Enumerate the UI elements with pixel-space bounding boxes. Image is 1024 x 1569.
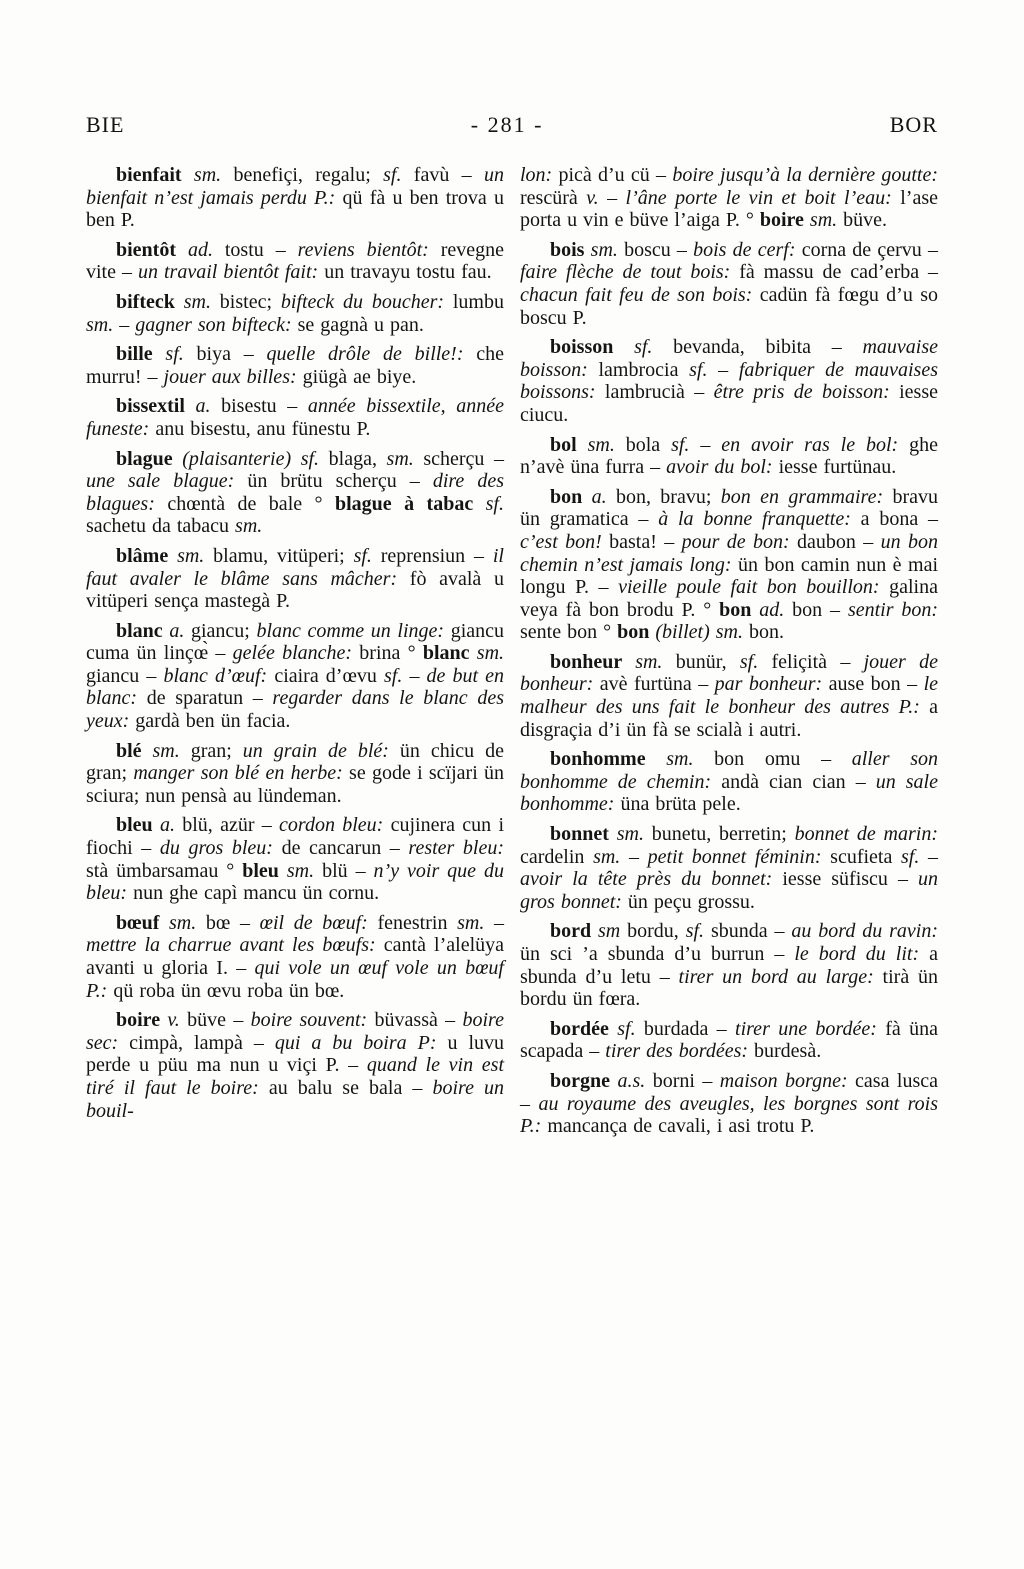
italic-text: a.s. [617, 1069, 653, 1092]
dictionary-entry [86, 164, 504, 232]
italic-text: petit bonnet féminin: [647, 845, 831, 868]
italic-text: un sale bonhomme: [520, 770, 938, 816]
italic-text: au bord du ravin: [791, 920, 938, 943]
italic-text: manger son blé en herbe: [133, 762, 350, 785]
plain-text: – [607, 186, 626, 209]
plain-text: casa lusca – [520, 1069, 938, 1115]
plain-text: ghe n’avè üna furra – [520, 433, 938, 479]
plain-text: bola [625, 433, 672, 456]
italic-text: sf. [165, 343, 197, 366]
italic-text: sm. [386, 447, 424, 470]
plain-text: feliçità – [771, 650, 864, 673]
italic-text: sf. [485, 492, 504, 515]
plain-text: nun ghe capì mancu ün cornu. [133, 882, 380, 905]
plain-text: – [718, 358, 739, 381]
plain-text: tostu – [224, 238, 298, 261]
italic-text: (plaisanterie) sf. [182, 447, 329, 470]
italic-text: mauvaise boisson: [520, 336, 939, 381]
plain-text: giancu cuma ün linçœ̀ – [86, 619, 504, 665]
headword: bordée [550, 1017, 618, 1040]
plain-text: bon, bravu; [615, 485, 721, 508]
headword: bleu [242, 859, 287, 882]
italic-text: blanc comme un linge: [256, 619, 451, 642]
italic-text: v. [586, 186, 608, 209]
plain-text: se gode i scïjari ün sciura; nun pensà au lündeman. [86, 762, 505, 807]
plain-text: ciaira d’œvu [274, 664, 384, 687]
headword: bientôt [116, 238, 188, 261]
plain-text: sente bon ° [520, 621, 618, 644]
italic-text: cordon bleu: [279, 814, 391, 837]
italic-text: année bissextile, année funeste: [86, 395, 505, 440]
italic-text: qui a bu boira P: [274, 1031, 448, 1054]
dictionary-entry [520, 164, 938, 232]
italic-text: sm. [169, 911, 206, 934]
right-column [520, 164, 938, 1138]
plain-text: giancu; [190, 619, 257, 642]
dictionary-entry [520, 651, 938, 741]
plain-text: lambrocia [598, 358, 690, 381]
plain-text: fà üna scapada – [520, 1017, 938, 1063]
plain-text: a sbunda d’u letu – [520, 943, 938, 988]
plain-text: benefiçi, regalu; [233, 164, 384, 186]
headword: boisson [550, 336, 635, 359]
dictionary-entry [86, 545, 504, 613]
italic-text: mettre la charrue avant les bœufs: [86, 934, 384, 957]
italic-text: sf. [689, 358, 719, 381]
italic-text: il faut avaler le blâme sans mâcher: [86, 544, 504, 590]
italic-text: boire un bouil- [86, 1076, 505, 1122]
italic-text: sm. [86, 313, 120, 336]
dictionary-entry [86, 448, 504, 538]
italic-text: le bord du lit: [794, 943, 930, 965]
plain-text: – [119, 313, 136, 336]
dictionary-entry [520, 920, 938, 1010]
italic-text: boire jusqu’à la dernière goutte: [672, 164, 938, 186]
plain-text: gran; [190, 739, 243, 762]
plain-text: blü – [322, 859, 374, 882]
plain-text: un travayu tostu fau. [324, 261, 492, 284]
page-header [86, 112, 938, 138]
italic-text: quelle drôle de bille!: [266, 343, 477, 366]
italic-text: vieille poule fait bon bouillon: [618, 576, 890, 599]
italic-text: bifteck du boucher: [280, 290, 453, 313]
dictionary-entry [520, 239, 938, 329]
plain-text: ause bon – [828, 673, 924, 696]
plain-text: blü, azür – [182, 814, 280, 837]
dictionary-entry [520, 434, 938, 479]
headword: bon [719, 598, 760, 621]
plain-text: – [628, 845, 648, 868]
plain-text: ün brütu scherçu – [247, 470, 433, 493]
italic-text: un bienfait n’est jamais perdu P.: [86, 164, 505, 209]
plain-text: au balu se bala – [268, 1076, 433, 1099]
italic-text: du gros bleu: [159, 837, 282, 860]
plain-text: giügà ae biye. [302, 365, 417, 388]
plain-text: che murru! – [86, 343, 505, 388]
plain-text: mancança de cavali, i asi trotu P. [547, 1115, 815, 1138]
italic-text: regarder dans le blanc des yeux: [86, 687, 504, 733]
italic-text: sm. [666, 748, 715, 771]
italic-text: à la bonne franquette: [658, 508, 861, 531]
plain-text: daubon – [797, 530, 881, 553]
italic-text: un gros bonnet: [520, 868, 938, 913]
italic-text: sm. [476, 642, 505, 665]
italic-text: avoir du bol: [666, 456, 779, 479]
headword: blâme [116, 544, 178, 567]
plain-text: – [700, 433, 722, 456]
headword: blanc [116, 619, 170, 642]
plain-text: favù – [413, 164, 485, 186]
headword: bienfait [116, 164, 194, 186]
plain-text: bistec; [219, 290, 281, 313]
headword: bol [550, 433, 588, 456]
italic-text: un bon chemin n’est jamais long: [520, 530, 938, 576]
plain-text: iesse ciucu. [520, 381, 938, 426]
headword: bonhomme [550, 748, 667, 771]
italic-text: sentir bon: [847, 598, 939, 621]
italic-text: sm. [457, 911, 494, 934]
italic-text: œil de bœuf: [259, 911, 378, 934]
plain-text: bunür, [675, 650, 740, 673]
plain-text: anu bisestu, anu fünestu P. [155, 417, 371, 440]
dictionary-entry [86, 343, 504, 388]
headword: boire [116, 1009, 168, 1032]
dictionary-entry [86, 740, 504, 808]
headword: bon [617, 621, 656, 644]
plain-text: sbunda – [710, 920, 792, 943]
headword: bonheur [550, 650, 636, 673]
italic-text: boire souvent: [250, 1009, 375, 1032]
italic-text: le malheur des uns fait le bonheur des autres P.: [520, 673, 939, 719]
italic-text: sm. [809, 209, 844, 232]
plain-text: ün peçu grossu. [627, 890, 755, 913]
plain-text: ün sci ’a sbunda d’u burrun – [520, 943, 795, 965]
headword: borgne [550, 1069, 618, 1092]
headword: bleu [116, 814, 160, 837]
italic-text: n’y voir que du bleu: [86, 859, 505, 905]
plain-text: ün chicu de gran; [86, 739, 505, 785]
page-number: - 281 - [470, 112, 544, 137]
italic-text: sm. [635, 650, 676, 673]
italic-text: aller son bonhomme de chemin: [520, 748, 938, 793]
plain-text: – [409, 664, 427, 687]
italic-text: avoir la tête près du bonnet: [520, 868, 783, 891]
italic-text: jouer aux billes: [163, 365, 303, 388]
italic-text: au royaume des aveugles, les borgnes sont rois P.: [520, 1092, 938, 1138]
text-columns [86, 164, 938, 1138]
plain-text: u luvu perde u püu ma nun u viçi P. – [86, 1031, 504, 1077]
plain-text: bravu ün gramatica – [520, 485, 939, 531]
italic-text: sf. [617, 1017, 644, 1040]
headword: bœuf [116, 911, 169, 934]
italic-text: sm [598, 920, 628, 943]
italic-text: en avoir ras le bol: [721, 433, 910, 456]
italic-text: sf. [685, 920, 711, 943]
plain-text: gardà ben ün facia. [135, 710, 291, 733]
plain-text: rescürà [520, 186, 587, 209]
plain-text: iesse süfiscu – [782, 868, 918, 891]
plain-text: chœntà de bale ° [167, 492, 335, 515]
headword: boire [759, 209, 810, 232]
plain-text: bevanda, bibita – [673, 336, 863, 359]
plain-text: a bona – [860, 508, 938, 531]
plain-text: se gagnà u pan. [297, 313, 424, 336]
plain-text: bon – [792, 598, 848, 621]
italic-text: sm. [152, 739, 191, 762]
italic-text: sf. [383, 164, 414, 186]
italic-text: rester bleu: [408, 837, 505, 860]
italic-text: sf. [739, 650, 772, 673]
plain-text: l’ase porta u vin e büve l’aiga P. ° [520, 186, 939, 232]
plain-text: burdesà. [754, 1040, 822, 1063]
plain-text: lumbu [452, 290, 504, 313]
dictionary-entry [520, 1018, 938, 1063]
plain-text: lambrucià – [604, 381, 714, 404]
plain-text: büve. [843, 209, 888, 232]
headword: bois [550, 238, 591, 261]
italic-text: sm. [590, 238, 625, 261]
plain-text: qü roba ün œvu roba ün bœ. [113, 979, 345, 1002]
italic-text: v. [167, 1009, 188, 1032]
italic-text: sf. [901, 845, 929, 868]
italic-text: tirer une bordée: [735, 1017, 886, 1040]
plain-text: revegne vite – [86, 238, 505, 284]
dictionary-entry [520, 823, 938, 913]
dictionary-entry [86, 912, 504, 1002]
dictionary-entry [520, 336, 938, 426]
italic-text: a. [159, 814, 183, 837]
italic-text: une sale blague: [86, 470, 248, 493]
plain-text: corna de çervu – [801, 238, 938, 261]
italic-text: sm. [616, 823, 652, 846]
plain-text: büve – [187, 1009, 251, 1032]
headword: blague [116, 447, 183, 470]
italic-text: sm. [286, 859, 323, 882]
plain-text: qü fà u ben trova u ben P. [86, 186, 504, 232]
italic-text: pour de bon: [681, 530, 798, 553]
plain-text: – [494, 911, 504, 934]
italic-text: sm. [193, 164, 234, 186]
italic-text: ad. [759, 598, 793, 621]
italic-text: quand le vin est tiré il faut le boire: [86, 1054, 504, 1099]
plain-text: giancu – [86, 664, 164, 687]
plain-text: picà d’u cü – [558, 164, 673, 186]
italic-text: (billet) sm. [655, 621, 749, 644]
left-column [86, 164, 504, 1138]
plain-text: de sparatun – [146, 687, 273, 710]
headword: bifteck [116, 290, 184, 313]
italic-text: sm. [587, 433, 626, 456]
italic-text: qui vole un œuf vole un bœuf P.: [86, 957, 504, 1002]
italic-text: être pris de boisson: [713, 381, 900, 404]
headword: blé [116, 739, 153, 762]
italic-text: dire des blagues: [86, 470, 504, 515]
plain-text: scherçu – [423, 447, 504, 470]
plain-text: boscu – [624, 238, 694, 261]
italic-text: reviens bientôt: [297, 238, 441, 261]
italic-text: boire sec: [86, 1009, 504, 1054]
header-guide-word-right: BOR [889, 112, 938, 137]
plain-text: brina ° [359, 642, 423, 665]
italic-text: gagner son bifteck: [135, 313, 298, 336]
plain-text: de cancarun – [281, 837, 409, 860]
plain-text: bisestu – [221, 395, 308, 418]
plain-text: bon. [749, 621, 784, 644]
plain-text: blaga, [328, 447, 387, 470]
plain-text: bœ – [205, 911, 260, 934]
dictionary-entry [86, 239, 504, 284]
plain-text: cadün fà fœgu d’u so boscu P. [520, 283, 938, 329]
plain-text: sachetu da tabacu [86, 515, 236, 538]
italic-text: a. [169, 619, 191, 642]
plain-text: fenestrin [377, 911, 458, 934]
italic-text: sf. [384, 664, 410, 687]
italic-text: sm. [593, 845, 629, 868]
italic-text: bonnet de marin: [794, 823, 938, 846]
headword: bon [550, 485, 592, 508]
italic-text: blanc d’œuf: [163, 664, 275, 687]
headword: bissextil [116, 395, 196, 418]
headword: blague à tabac [335, 492, 486, 515]
plain-text: – [928, 845, 939, 868]
plain-text: andà cian cian – [721, 770, 876, 793]
plain-text: ün bon camin nun è mai longu P. – [520, 553, 938, 599]
plain-text: cimpà, lampà – [129, 1031, 275, 1054]
plain-text: burdada – [643, 1017, 736, 1040]
italic-text: jouer de bonheur: [520, 650, 939, 696]
headword: bord [550, 920, 599, 943]
dictionary-entry [86, 291, 504, 336]
italic-text: gelée blanche: [232, 642, 360, 665]
italic-text: ad. [187, 238, 225, 261]
headword: bonnet [550, 823, 617, 846]
dictionary-entry [520, 748, 938, 816]
plain-text: a disgraçia d’i ün fà se scialà i autri. [520, 696, 938, 741]
plain-text: galina veya fà bon brodu P. ° [520, 576, 938, 621]
header-guide-word-left: BIE [86, 112, 125, 137]
headword: bille [116, 343, 166, 366]
italic-text: tirer des bordées: [605, 1040, 755, 1063]
italic-text: maison borgne: [719, 1069, 856, 1092]
italic-text: un travail bientôt fait: [138, 261, 325, 284]
plain-text: basta! – [609, 530, 682, 553]
dictionary-entry [86, 620, 504, 733]
italic-text: bon en grammaire: [720, 485, 893, 508]
italic-text: faire flèche de tout bois: [520, 261, 740, 284]
plain-text: fò avalà u vitüperi sença mastegà P. [86, 567, 504, 613]
italic-text: par bonheur: [714, 673, 829, 696]
plain-text: bon omu – [714, 748, 852, 771]
plain-text: reprensiun – [380, 544, 493, 567]
plain-text: büvassà – [374, 1009, 463, 1032]
italic-text: sf. [671, 433, 701, 456]
plain-text: blamu, vitüperi; [213, 544, 354, 567]
italic-text: sm. [183, 290, 220, 313]
dictionary-entry [520, 1070, 938, 1138]
plain-text: cantà l’alelüya avanti u gloria I. – [86, 934, 505, 979]
plain-text: cardelin [520, 845, 594, 868]
plain-text: cujinera cun i fiochi – [86, 814, 504, 860]
plain-text: scufieta [830, 845, 902, 868]
plain-text: borni – [652, 1069, 720, 1092]
italic-text: a. [591, 485, 616, 508]
plain-text: avè furtüna – [599, 673, 715, 696]
italic-text: sf. [353, 544, 381, 567]
plain-text: tirà ün bordu ün fœra. [520, 965, 939, 1011]
dictionary-entry [86, 814, 504, 904]
italic-text: sm. [177, 544, 214, 567]
plain-text: biya – [196, 343, 267, 366]
plain-text: fà massu de cad’erba – [739, 261, 938, 284]
italic-text: bois de cerf: [693, 238, 802, 261]
italic-text: lon: [520, 164, 559, 186]
dictionary-entry [520, 486, 938, 644]
italic-text: c’est bon! [520, 530, 610, 553]
italic-text: sf. [634, 336, 674, 359]
italic-text: a. [195, 395, 222, 418]
dictionary-entry [86, 1009, 504, 1122]
plain-text: bunetu, berretin; [651, 823, 795, 846]
italic-text: un grain de blé: [242, 739, 400, 762]
plain-text: üna brüta pele. [620, 793, 741, 816]
plain-text: stà ümbarsamau ° [86, 859, 243, 882]
italic-text: sm. [235, 515, 263, 538]
plain-text: iesse furtünau. [778, 456, 897, 479]
italic-text: de but en blanc: [86, 664, 505, 710]
italic-text: fabriquer de mauvaises boissons: [520, 358, 938, 404]
headword: blanc [422, 642, 477, 665]
italic-text: l’âne porte le vin et boit l’eau: [625, 186, 901, 209]
plain-text: bordu, [627, 920, 686, 943]
dictionary-entry [86, 395, 504, 440]
italic-text: tirer un bord au large: [678, 965, 883, 988]
italic-text: chacun fait feu de son bois: [520, 283, 760, 306]
